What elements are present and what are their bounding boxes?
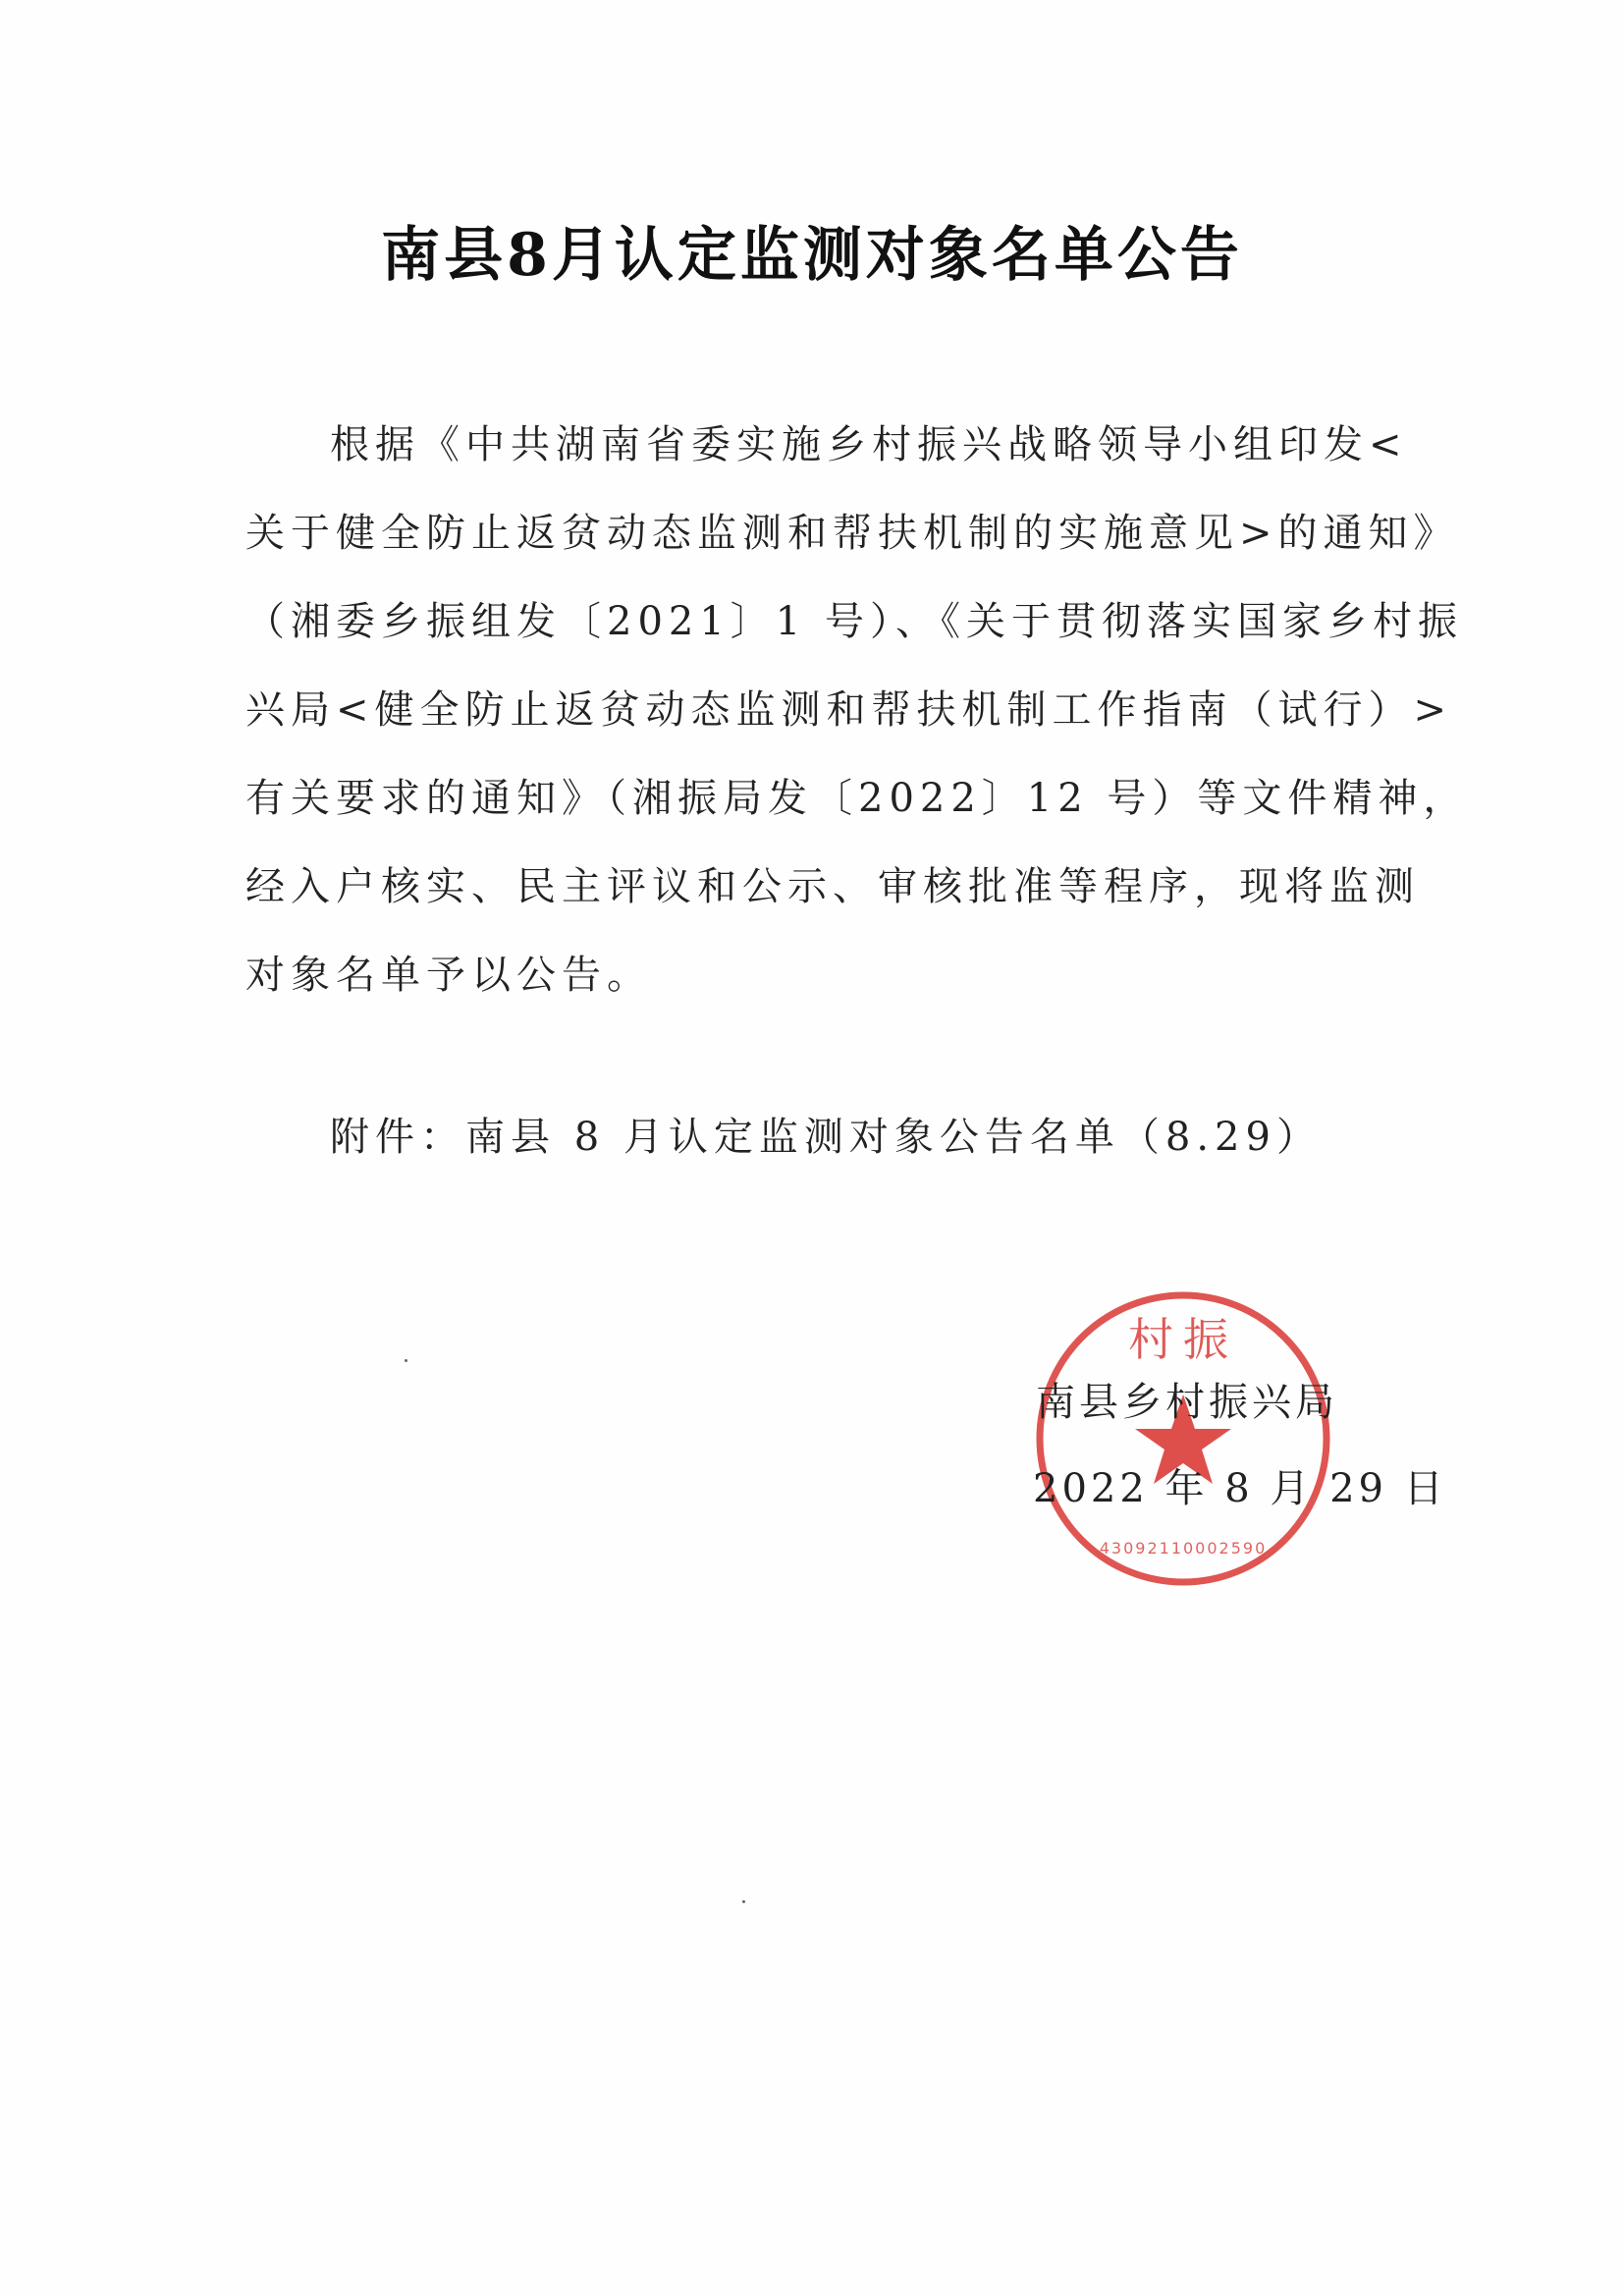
issuer-name: 南县乡村振兴局: [1036, 1380, 1338, 1425]
attachment-note: 附件：南县 8 月认定监测对象公告名单（8.29）: [330, 1115, 1322, 1160]
official-seal: [1031, 1286, 1335, 1591]
body-line-5: 有关要求的通知》（湘振局发〔2022〕12 号）等文件精神，: [245, 776, 1469, 821]
body-line-1: 根据《中共湖南省委实施乡村振兴战略领导小组印发<: [330, 422, 1408, 467]
scan-speck: [742, 1900, 745, 1903]
body-line-6: 经入户核实、民主评议和公示、审核批准等程序，现将监测: [245, 864, 1420, 909]
seal-top-text: 村振: [1128, 1313, 1238, 1366]
body-line-2: 关于健全防止返贫动态监测和帮扶机制的实施意见>的通知》: [245, 511, 1459, 556]
seal-number: 430921100025​90: [1099, 1539, 1268, 1558]
scan-speck: [405, 1359, 407, 1362]
issue-date: 2022 年 8 月 29 日: [1033, 1466, 1447, 1511]
body-line-7: 对象名单予以公告。: [245, 953, 652, 998]
body-line-3: （湘委乡振组发〔2021〕1 号）、《关于贯彻落实国家乡村振: [245, 599, 1463, 644]
body-line-4: 兴局<健全防止返贫动态监测和帮扶机制工作指南（试行）>: [245, 687, 1453, 733]
document-title: 南县8月认定监测对象名单公告: [381, 221, 1243, 290]
